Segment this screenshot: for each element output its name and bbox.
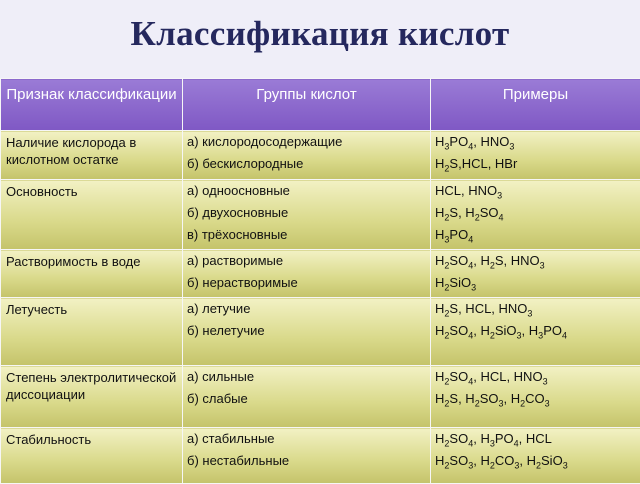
examples-cell	[431, 180, 640, 250]
table-row	[1, 250, 640, 298]
criterion-cell: Растворимость в воде	[1, 250, 183, 298]
group-item: в) трёхосновные	[187, 227, 430, 249]
group-item: б) слабые	[187, 391, 430, 413]
examples-cell	[431, 250, 640, 298]
acid-classification-table	[0, 78, 640, 484]
criterion-cell: Наличие кислорода в кислотном остатке	[1, 131, 183, 180]
criterion-cell: Летучесть	[1, 298, 183, 366]
example-formulas: $H_2SO_4$, HCL, $HNO_3$	[435, 369, 640, 391]
group-item: а) одноосновные	[187, 183, 430, 205]
group-item: б) нерастворимые	[187, 275, 430, 297]
group-item: а) сильные	[187, 369, 430, 391]
example-formulas: $H_2SO_4$, $H_2S$, $HNO_3$	[435, 253, 640, 275]
table-row	[1, 131, 640, 180]
table-row	[1, 366, 640, 428]
example-formulas: HCL, $HNO_3$	[435, 183, 640, 205]
criterion-cell: Степень электролитической диссоциации	[1, 366, 183, 428]
group-item: а) летучие	[187, 301, 430, 323]
example-formulas: $H_2SO_4$, $H_3PO_4$, HCL	[435, 431, 640, 453]
header-criterion: Признак классификации	[1, 79, 183, 131]
example-formulas: $H_2S$, HCL, $HNO_3$	[435, 301, 640, 323]
group-item: а) кислородосодержащие	[187, 134, 430, 156]
groups-cell	[183, 298, 431, 366]
groups-cell	[183, 180, 431, 250]
group-item: б) нестабильные	[187, 453, 430, 475]
criterion-cell: Стабильность	[1, 428, 183, 484]
example-formulas: $H_2SO_3$, $H_2CO_3$, $H_2SiO_3$	[435, 453, 640, 475]
table-row	[1, 298, 640, 366]
group-item: а) растворимые	[187, 253, 430, 275]
examples-cell	[431, 428, 640, 484]
example-formulas: $H_2SO_4$, $H_2SiO_3$, $H_3PO_4$	[435, 323, 640, 345]
example-formulas: $H_2S$, $H_2SO_3$, $H_2CO_3$	[435, 391, 640, 413]
example-formulas: $H_2SiO_3$	[435, 275, 640, 297]
groups-cell	[183, 366, 431, 428]
header-examples: Примеры	[431, 79, 640, 131]
table-row	[1, 180, 640, 250]
example-formulas: $H_2S,HCL$, HBr	[435, 156, 640, 178]
group-item: б) бескислородные	[187, 156, 430, 178]
header-groups: Группы кислот	[183, 79, 431, 131]
groups-cell	[183, 250, 431, 298]
groups-cell	[183, 428, 431, 484]
group-item: а) стабильные	[187, 431, 430, 453]
examples-cell	[431, 366, 640, 428]
group-item: б) нелетучие	[187, 323, 430, 345]
group-item: б) двухосновные	[187, 205, 430, 227]
page-title: Классификация кислот	[0, 14, 640, 54]
example-formulas: $H_3PO_4$, $HNO_3$	[435, 134, 640, 156]
criterion-cell: Основность	[1, 180, 183, 250]
header-row	[1, 79, 640, 131]
example-formulas: $H_3PO_4$	[435, 227, 640, 249]
example-formulas: $H_2S$, $H_2SO_4$	[435, 205, 640, 227]
groups-cell	[183, 131, 431, 180]
examples-cell	[431, 131, 640, 180]
examples-cell	[431, 298, 640, 366]
table-row	[1, 428, 640, 484]
